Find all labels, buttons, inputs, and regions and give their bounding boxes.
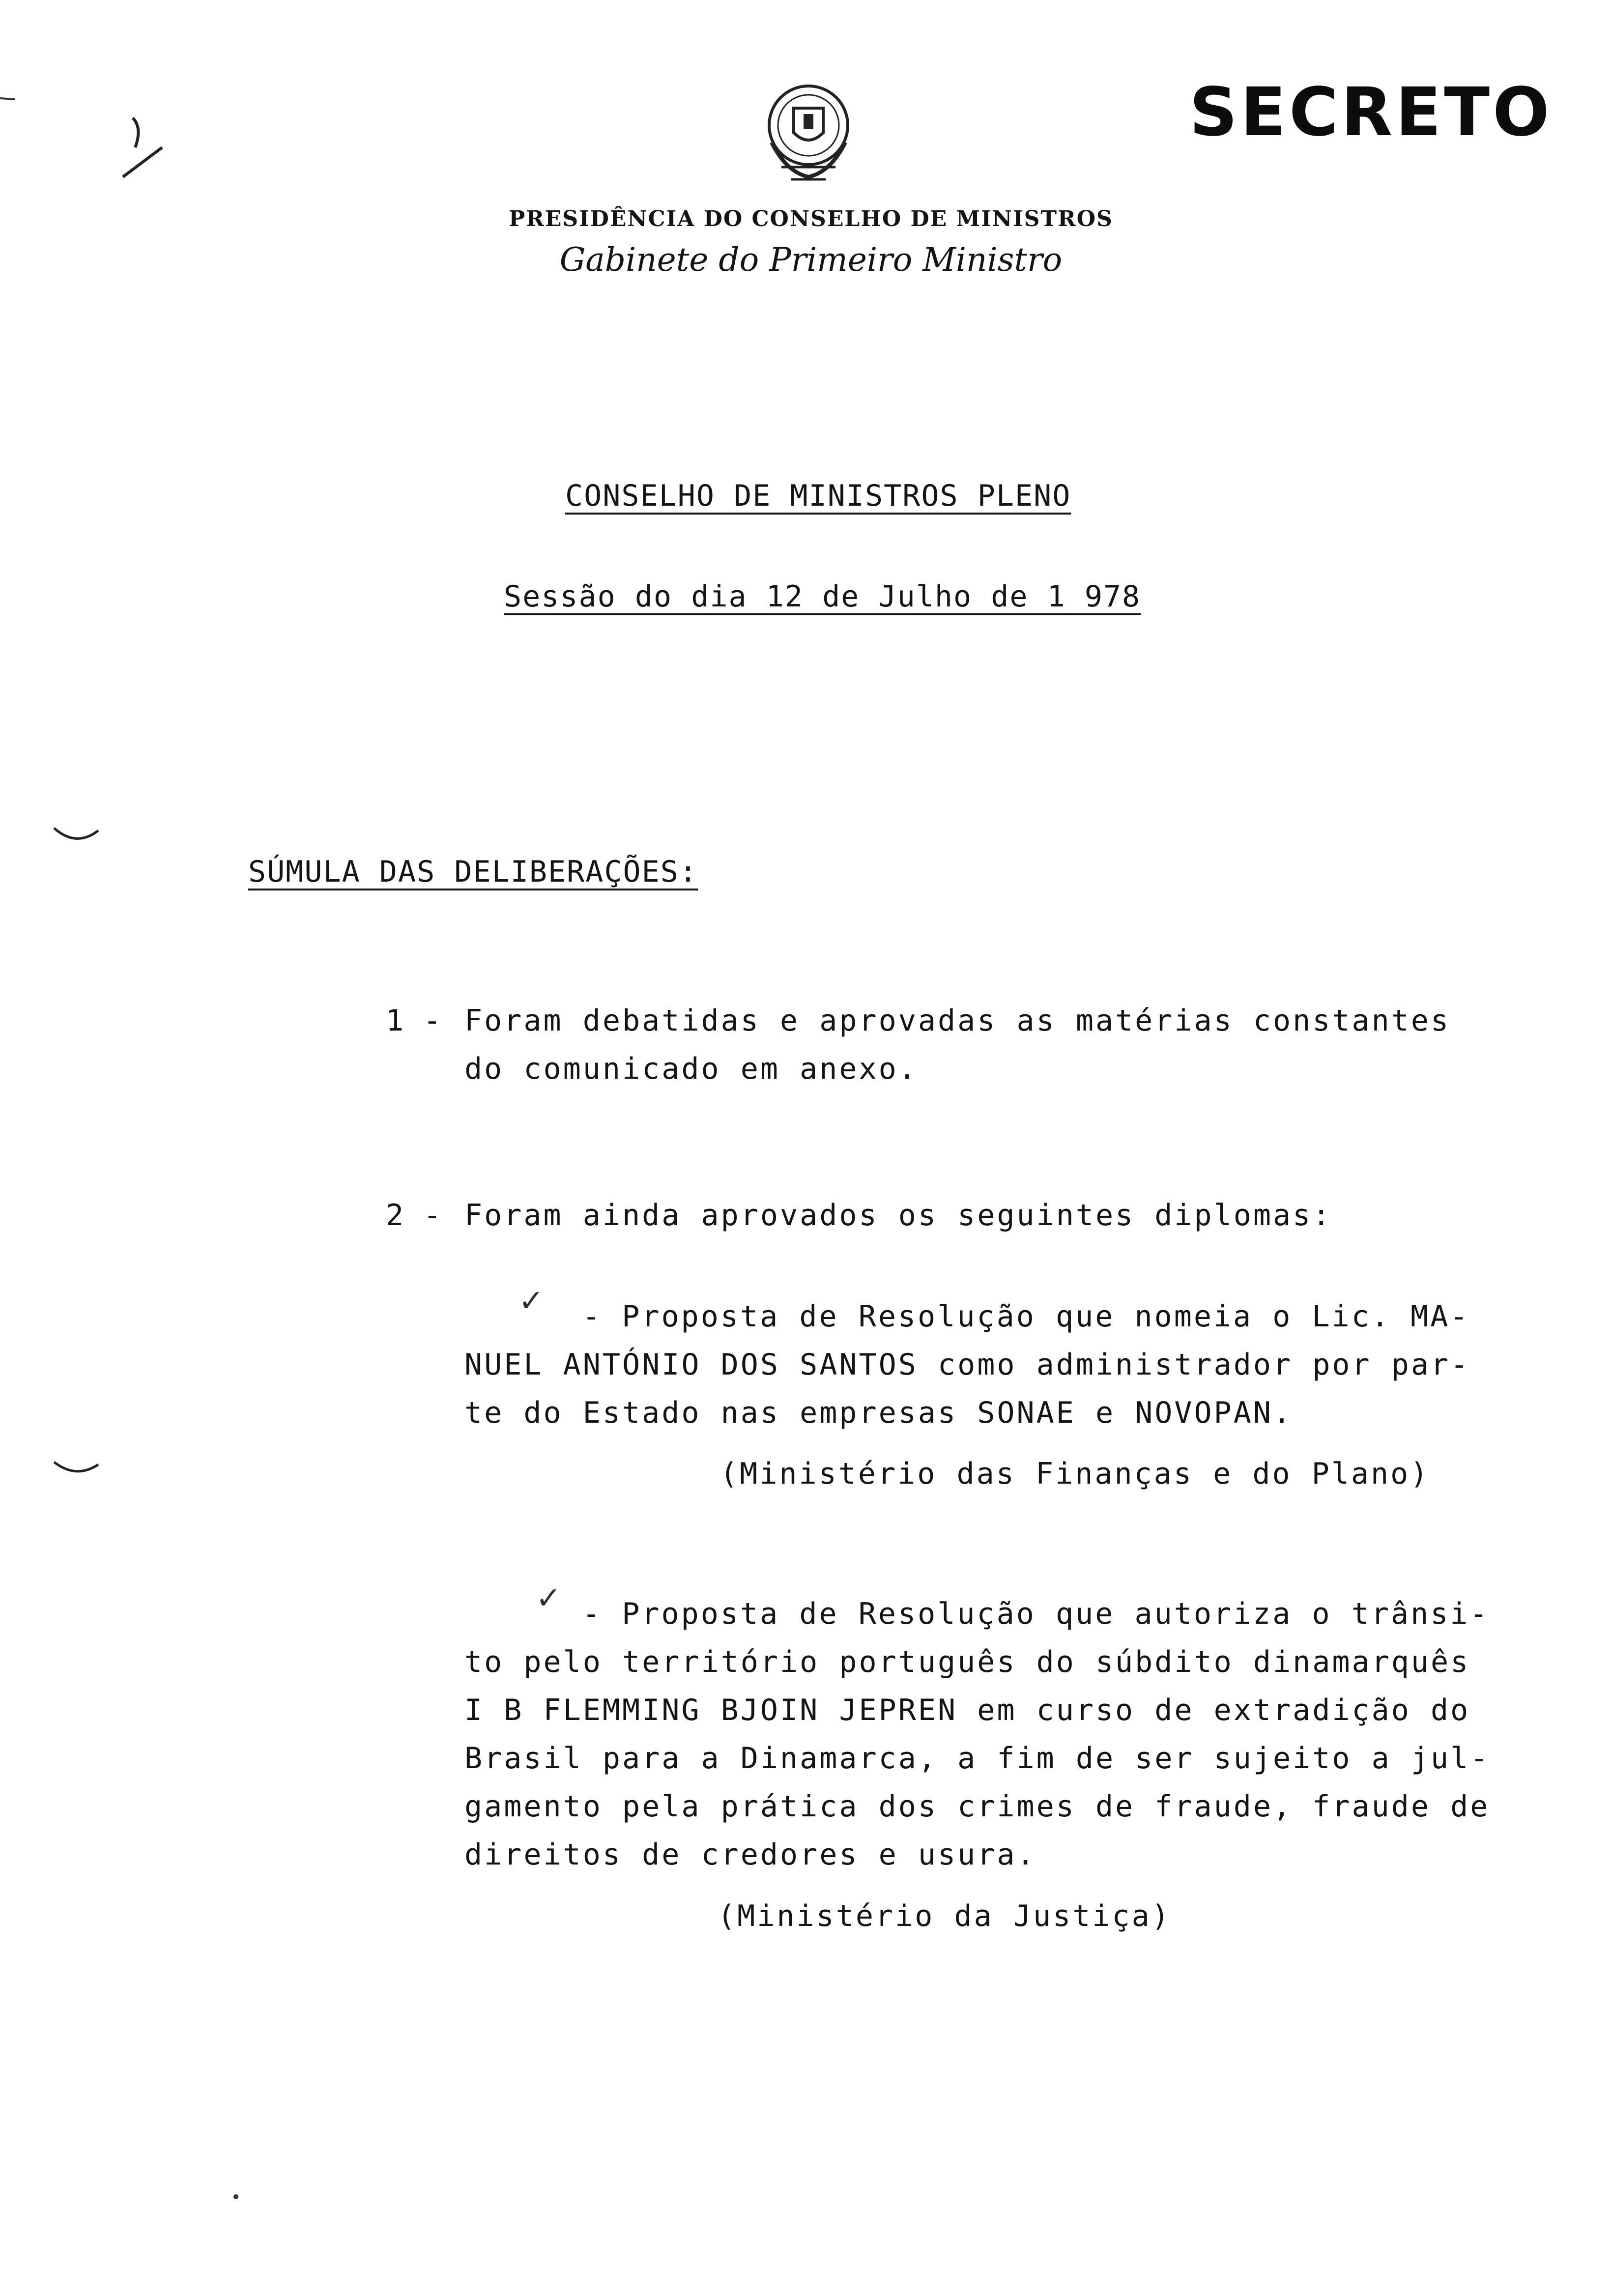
coat-of-arms-emblem: [752, 74, 865, 192]
scan-edge-mark-icon: [0, 93, 20, 103]
check-mark-icon: ✓: [518, 1283, 544, 1319]
diploma-line: NUEL ANTÓNIO DOS SANTOS como administrador por par-: [464, 1348, 1470, 1382]
session-date: Sessão do dia 12 de Julho de 1 978: [504, 579, 1141, 614]
diploma-line: Brasil para a Dinamarca, a fim de ser sujeito a jul-: [464, 1741, 1490, 1776]
diploma-line: I B FLEMMING BJOIN JEPREN em curso de extradição do: [464, 1693, 1470, 1727]
institution-name: PRESIDÊNCIA DO CONSELHO DE MINISTROS: [509, 206, 1113, 231]
check-mark-icon: ✓: [536, 1580, 561, 1616]
ministry-reference: (Ministério das Finanças e do Plano): [720, 1457, 1430, 1491]
classification-stamp: SECRETO: [1189, 74, 1553, 151]
item-number: 1 -: [386, 1004, 442, 1038]
item-line: do comunicado em anexo.: [464, 1052, 918, 1086]
office-name: Gabinete do Primeiro Ministro: [559, 241, 1063, 279]
diploma-line: te do Estado nas empresas SONAE e NOVOPAN.: [464, 1396, 1293, 1430]
handwritten-mark-icon: [113, 108, 172, 187]
item-number: 2 -: [386, 1198, 442, 1233]
punch-hole-mark-icon: [49, 1455, 103, 1484]
diploma-line: to pelo território português do súbdito dinamarquês: [464, 1645, 1470, 1679]
item-line: Foram debatidas e aprovadas as matérias constantes: [464, 1004, 1451, 1038]
summary-heading: SÚMULA DAS DELIBERAÇÕES:: [248, 855, 698, 889]
diploma-line: - Proposta de Resolução que autoriza o trânsi-: [582, 1597, 1490, 1631]
item-line: Foram ainda aprovados os seguintes diplomas:: [464, 1198, 1332, 1233]
diploma-line: - Proposta de Resolução que nomeia o Lic. MA-: [582, 1299, 1470, 1334]
scan-speck-icon: [231, 2192, 241, 2202]
punch-hole-mark-icon: [49, 821, 103, 850]
diploma-line: direitos de credores e usura.: [464, 1837, 1036, 1872]
diploma-line: gamento pela prática dos crimes de fraude, fraude de: [464, 1789, 1490, 1824]
meeting-title: CONSELHO DE MINISTROS PLENO: [565, 479, 1071, 513]
ministry-reference: (Ministério da Justiça): [718, 1899, 1171, 1933]
